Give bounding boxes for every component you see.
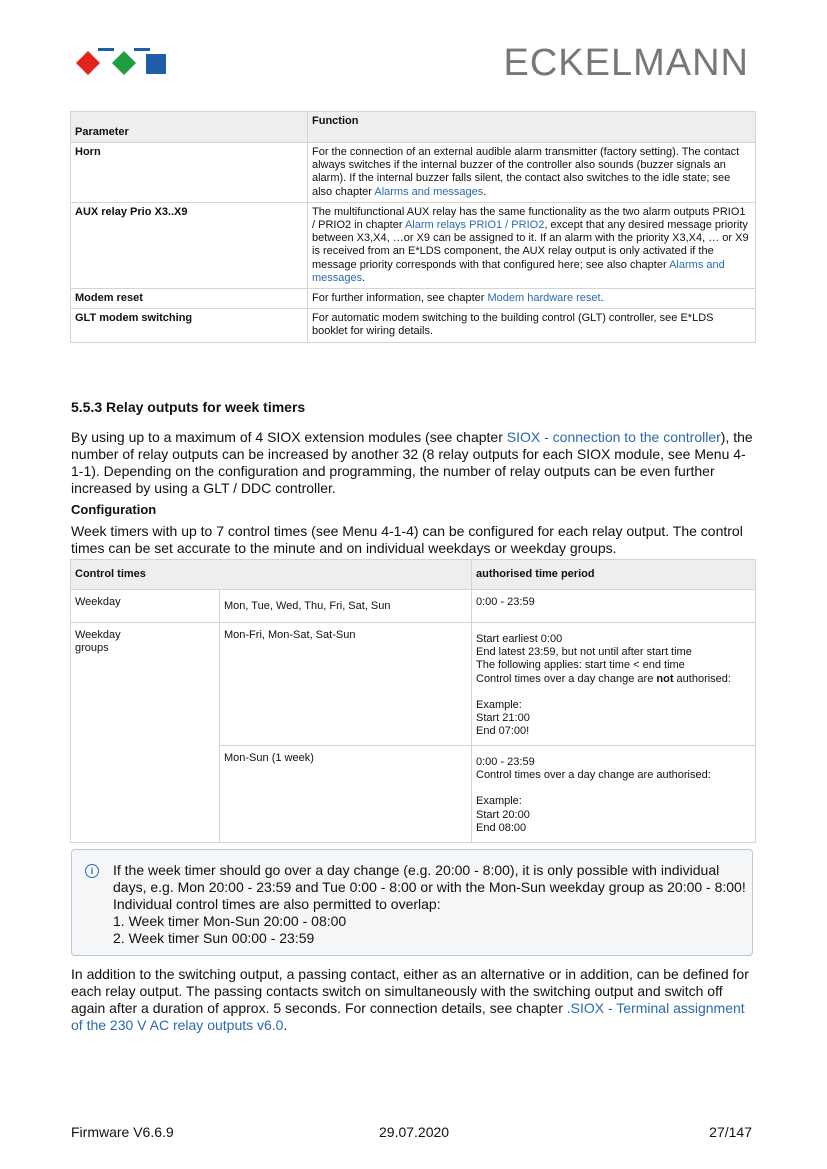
param-name: AUX relay Prio X3..X9 [71,202,308,288]
weekday-period: 0:00 - 23:59 [472,590,756,623]
param-name: Modem reset [71,289,308,309]
table-row [71,143,756,203]
eckelmann-logo [74,46,168,80]
weekday-days: Mon, Tue, Wed, Thu, Fri, Sat, Sun [220,590,472,623]
param-name: Horn [71,143,308,203]
link-alarms-messages[interactable]: Alarms and messages [374,185,484,198]
table-row [71,289,756,309]
link-modem-reset[interactable]: Modem hardware reset [487,292,601,305]
blue-square [146,54,166,74]
red-diamond [76,51,100,75]
link-siox-terminal[interactable]: .SIOX - Terminal assignment of the 230 V AC relay outputs v6.0 [71,1000,745,1033]
section-heading: 5.5.3 Relay outputs for week timers [71,399,306,415]
footer-date: 29.07.2020 [379,1124,450,1140]
configuration-paragraph: Week timers with up to 7 control times (see Menu 4-1-4) can be configured for each relay output. The control times can be set accurate to the minute and on individual weekdays or weekday groups. [71,523,743,556]
weekday-label: Weekday [71,590,220,623]
intro-paragraph: By using up to a maximum of 4 SIOX extension modules (see chapter SIOX - connection to the controller), the number of relay outputs can be increased by another 32 (8 relay outputs for each SIOX module, see Menu 4-1-1). Depending on the configuration and programming, the number of relay outputs can be even further increased by using a GLT / DDC controller. [71,429,753,496]
link-alarms-messages[interactable]: Alarms and messages [312,258,725,284]
table-row [71,202,756,288]
info-note [71,849,753,956]
col-header-function: Function [308,112,756,143]
note-text: If the week timer should go over a day change (e.g. 20:00 - 8:00), it is only possible with individual days, e.g. Mon 20:00 - 23:59 and Tue 0:00 - 8:00 or with the Mon-Sun weekday group as 20:00 - 8:00! Individual control times are also permitted to overlap: 1. Week timer Mon-Sun 20:00 - 08:00 2. Week timer Sun 00:00 - 23:59 [113,862,746,946]
param-function: For automatic modem switching to the building control (GLT) controller, see E*LDS booklet for wiring details. [308,309,756,342]
table-row [71,623,756,746]
footer-firmware: Firmware V6.6.9 [71,1124,174,1140]
col-header-control-times: Control times [71,560,472,590]
footer-page-number: 27/147 [709,1124,752,1140]
param-function: The multifunctional AUX relay has the same functionality as the two alarm outputs PRIO1 / PRIO2 in chapter Alarm relays PRIO1 / PRIO2, except that any desired message priority between X3,X4, …or X9 can be assigned to it. If an alarm with the priority X3,X4, … or X9 is received from an E*LDS component, the AUX relay output is only activated if the message priority corresponds with that configured here; see also chapter Alarms and messages. [308,202,756,288]
table-row [71,590,756,623]
brand-name: ECKELMANN [503,42,749,84]
parameter-table [70,111,756,343]
col-header-parameter: Parameter [71,112,308,143]
group-period: 0:00 - 23:59 Control times over a day change are authorised: Example: Start 20:00 End 08:00 [472,746,756,843]
control-times-table [70,559,756,843]
link-siox-connection[interactable]: SIOX - connection to the controller [506,429,721,445]
table-row [71,309,756,342]
group-days: Mon-Sun (1 week) [220,746,472,843]
group-period: Start earliest 0:00 End latest 23:59, but not until after start time The following applies: start time < end time Control times over a day change are not authorised: Example: Start 21:00 End 07:00! [472,623,756,746]
param-name: GLT modem switching [71,309,308,342]
col-header-authorised-period: authorised time period [472,560,756,590]
green-diamond [112,51,136,75]
passing-contact-paragraph: In addition to the switching output, a passing contact, either as an alternative or in addition, can be defined for each relay output. The passing contacts switch on simultaneously with the switching output and switch off again after a duration of approx. 5 seconds. For connection details, see chapter .SIOX - Terminal assignment of the 230 V AC relay outputs v6.0. [71,966,749,1033]
param-function: For the connection of an external audible alarm transmitter (factory setting). The contact always switches if the internal buzzer of the controller also sounds (buzzer signals an alarm). If the internal buzzer falls silent, the contact also switches to the idle state; see also chapter Alarms and messages. [308,143,756,203]
configuration-heading: Configuration [71,502,157,517]
info-icon: i [85,864,99,878]
param-function: For further information, see chapter Modem hardware reset. [308,289,756,309]
group-days: Mon-Fri, Mon-Sat, Sat-Sun [220,623,472,746]
link-alarm-relays[interactable]: Alarm relays PRIO1 / PRIO2 [404,219,545,232]
weekday-groups-label: Weekday groups [71,623,220,843]
